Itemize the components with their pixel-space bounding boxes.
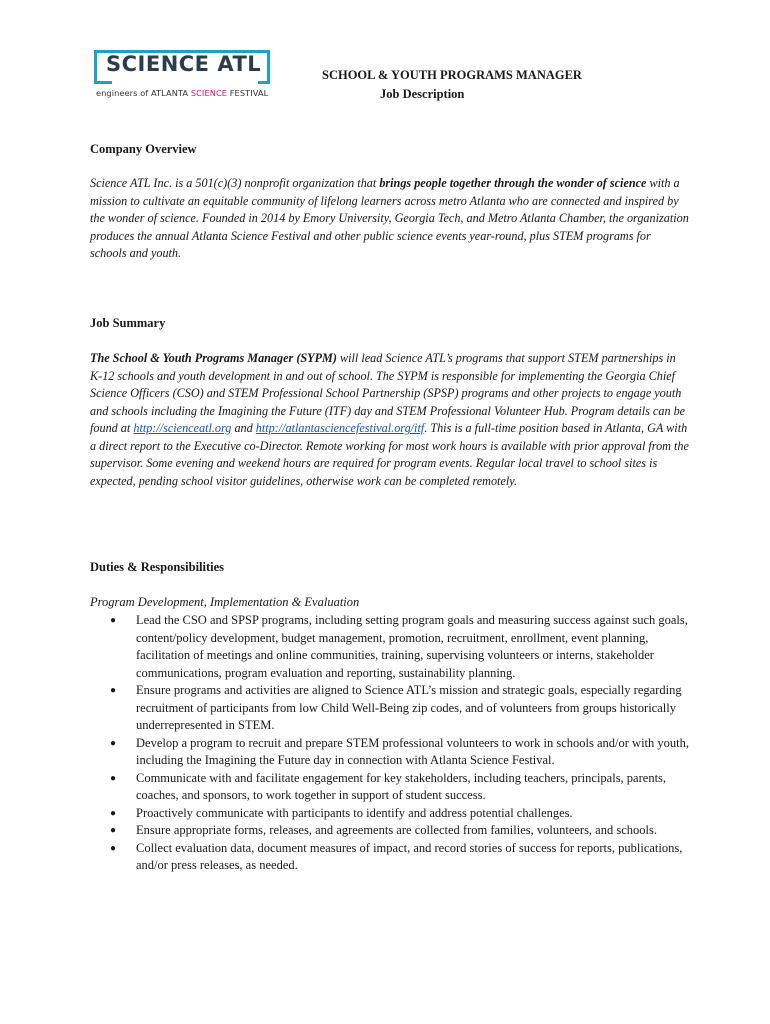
duties-list xyxy=(108,612,698,875)
logo-tagline: engineers of ATLANTA SCIENCE FESTIVAL xyxy=(96,88,269,98)
list-item: ● Ensure programs and activities are aligned to Science ATL’s mission and strategic goals, especially regarding recruitment of participants from low Child Well-Being zip codes, and of volunteers from groups historically underrepresented in STEM. xyxy=(108,682,698,735)
list-item: ● Develop a program to recruit and prepare STEM professional volunteers to work in schools and/or with youth, including the Imagining the Future day in connection with Atlanta Science Festival. xyxy=(108,735,698,770)
scienceatl-link[interactable]: http://scienceatl.org xyxy=(133,421,232,435)
company-overview-paragraph: Science ATL Inc. is a 501(c)(3) nonprofit organization that brings people together through the wonder of science with a mission to cultivate an equitable community of lifelong learners across metro Atlanta who are connected and inspired by the wonder of science. Founded in 2014 by Emory University, Georgia Tech, and Metro Atlanta Chamber, the organization produces the annual Atlanta Science Festival and other public science events year-round, plus STEM programs for schools and youth. xyxy=(90,176,689,260)
company-overview-heading: Company Overview xyxy=(90,142,197,156)
duties-heading: Duties & Responsibilities xyxy=(90,560,225,574)
document-subtitle: Job Description xyxy=(380,87,465,101)
list-item: ● Ensure appropriate forms, releases, and agreements are collected from families, volunteers, and schools. xyxy=(108,822,698,840)
list-item: ● Proactively communicate with participants to identify and address potential challenges. xyxy=(108,805,698,823)
itf-link[interactable]: http://atlantasciencefestival.org/itf xyxy=(255,421,425,435)
list-item: ● Lead the CSO and SPSP programs, including setting program goals and measuring success against such goals, content/policy development, budget management, promotion, recruitment, enrollment, event planning, facilitation of meetings and online communities, training, supervising volunteers or interns, stakeholder communications, program evaluation and reporting, sustainability planning. xyxy=(108,612,698,682)
list-item: ● Collect evaluation data, document measures of impact, and record stories of success for reports, publications, and/or press releases, as needed. xyxy=(108,840,698,875)
list-item: ● Communicate with and facilitate engagement for key stakeholders, including teachers, principals, parents, coaches, and sponsors, to work together in support of student success. xyxy=(108,770,698,805)
science-atl-logo xyxy=(94,50,274,100)
document-title: SCHOOL & YOUTH PROGRAMS MANAGER xyxy=(322,68,582,82)
duties-subheading: Program Development, Implementation & Evaluation xyxy=(90,595,360,609)
job-summary-heading: Job Summary xyxy=(90,316,166,330)
logo-wordmark: SCIENCE ATL xyxy=(106,52,262,76)
job-summary-paragraph: The School & Youth Programs Manager (SYPM) will lead Science ATL’s programs that support STEM partnerships in K-12 schools and youth development in and out of school. The SYPM is responsible for implementing the Georgia Chief Science Officers (CSO) and STEM Professional School Partnership (SPSP) programs and other projects to engage youth and schools including the Imagining the Future (ITF) day and STEM Professional Volunteer Hub. Program details can be found at http://scienceatl.org and http://atlantasciencefestival.org/itf. This is a full-time position based in Atlanta, GA with a direct report to the Executive co-Director. Remote working for most work hours is available with prior approval from the supervisor. Some evening and weekend hours are required for program events. Regular local travel to school sites is expected, pending school visitor guidelines, otherwise work can be completed remotely. xyxy=(90,351,689,488)
